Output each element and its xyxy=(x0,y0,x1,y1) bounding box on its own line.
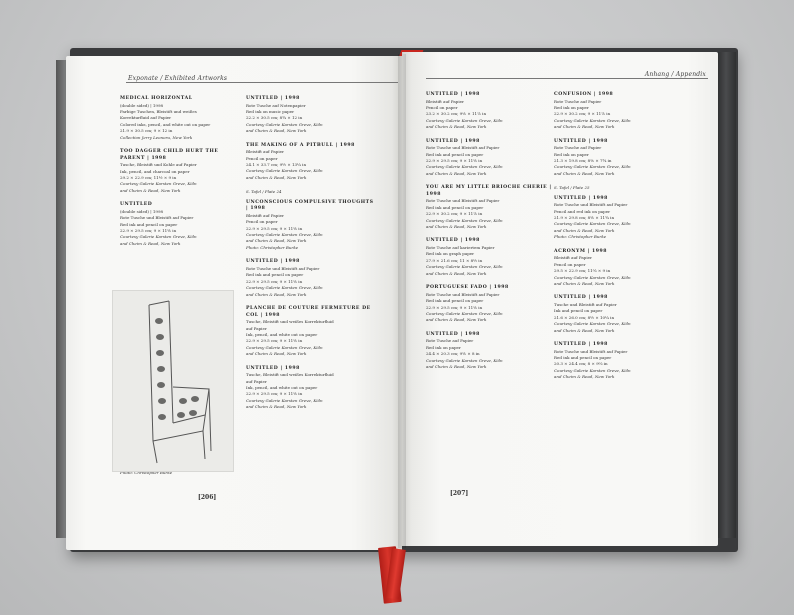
entry-line: Rote Tusche auf Papier xyxy=(554,98,602,104)
entry-line: and Cheim & Read, New York xyxy=(120,187,181,193)
entry-line: Red ink and pencil on paper xyxy=(246,272,304,278)
left-header-rule xyxy=(126,82,398,83)
left-running-header: Exponate / Exhibited Artworks xyxy=(128,75,228,82)
catalog-entry xyxy=(426,238,554,277)
entry-line: Courtesy Galerie Karsten Greve, Köln xyxy=(246,344,323,350)
entry-line: Rote Tusche und Bleistift auf Papier xyxy=(554,348,628,354)
entry-line: Red ink on graph paper xyxy=(426,251,475,257)
entry-line: 22.2 × 30.5 cm; 8¾ × 12 in xyxy=(246,115,303,121)
entry-line: Red ink and pencil on paper xyxy=(554,354,612,360)
chair-drawing-image xyxy=(112,290,234,472)
entry-title: UNTITLED | 1998 xyxy=(554,341,608,347)
entry-title: UNTITLED | 1998 xyxy=(246,259,300,265)
entry-line: 22.9 × 29.5 cm; 9 × 11⅝ in xyxy=(246,338,303,344)
entry-line: and Cheim & Read, New York xyxy=(426,170,487,176)
catalog-entry xyxy=(554,185,684,240)
entry-line: Courtesy Galerie Karsten Greve, Köln xyxy=(554,117,631,123)
entry-line: Courtesy Galerie Karsten Greve, Köln xyxy=(120,234,197,240)
entry-line: Pencil on paper xyxy=(554,261,586,267)
catalog-entry xyxy=(554,139,684,178)
entry-line: Tusche, Bleistift und weißes Korrekturfluid xyxy=(246,372,334,378)
entry-line: Courtesy Galerie Karsten Greve, Köln xyxy=(554,367,631,373)
right-page-number: [207] xyxy=(450,490,469,497)
entry-line: 22.9 × 30.2 cm; 9 × 11⅞ in xyxy=(426,211,483,217)
entry-title: UNTITLED | 1998 xyxy=(426,138,480,144)
entry-line: Red ink on paper xyxy=(554,151,589,157)
entry-line: 22.9 × 29.5 cm; 9 × 11⅝ in xyxy=(246,278,303,284)
entry-line: Rote Tusche auf Notenpapier xyxy=(246,102,306,108)
right-running-header: Anhang / Appendix xyxy=(644,71,706,78)
catalog-entry xyxy=(246,143,376,182)
entry-line: Korrekturfluid auf Papier xyxy=(120,115,172,121)
left-page-number: [206] xyxy=(198,494,217,501)
entry-line: (double sided) | 1998 xyxy=(120,102,164,108)
entry-line: Courtesy Galerie Karsten Greve, Köln xyxy=(554,274,631,280)
right-column-1 xyxy=(426,92,554,378)
entry-line: Ink, pencil, and white out on paper xyxy=(246,384,318,390)
entry-line: 27.9 × 21.6 cm; 11 × 8½ in xyxy=(426,257,483,263)
entry-line: 29.5 × 22.9 cm; 11⅝ × 9 in xyxy=(554,268,611,274)
entry-line: Rote Tusche auf Papier xyxy=(554,145,602,151)
entry-title: TOO DAGGER CHILD HURT THE PARENT | 1998 xyxy=(120,149,219,161)
catalog-entry xyxy=(246,306,376,358)
entry-title: UNTITLED | 1998 xyxy=(426,238,480,244)
entry-line: Courtesy Galerie Karsten Greve, Köln xyxy=(426,217,503,223)
entry-line: Courtesy Galerie Karsten Greve, Köln xyxy=(554,321,631,327)
entry-title: UNTITLED | 1998 xyxy=(426,92,480,97)
entry-line: Red ink and pencil on paper xyxy=(426,204,484,210)
entry-line: and Cheim & Read, New York xyxy=(246,238,307,244)
entry-line: Red ink and pencil on paper xyxy=(426,298,484,304)
entry-line: Rote Tusche auf kariertem Papier xyxy=(426,245,495,251)
entry-title: UNTITLED | 1998 xyxy=(426,331,480,337)
catalog-entry xyxy=(120,202,240,247)
catalog-entry xyxy=(120,149,240,194)
entry-line: 24.4 × 20.3 cm; 9⅝ × 8 in xyxy=(426,351,480,357)
entry-line: 21.6 × 26.0 cm; 8½ × 10¼ in xyxy=(554,314,615,320)
entry-line: and Cheim & Read, New York xyxy=(246,128,307,134)
entry-line: auf Papier xyxy=(246,325,267,331)
entry-line: 23.2 × 30.2 cm; 9⅛ × 11⅞ in xyxy=(426,111,487,117)
entry-line: Red ink on music paper xyxy=(246,109,295,114)
entry-line: Photo: Christopher Burke xyxy=(554,234,607,240)
entry-line: Bleistift auf Papier xyxy=(246,212,284,218)
entry-line: Rote Tusche auf Papier xyxy=(426,338,474,344)
catalog-entry xyxy=(426,332,554,371)
entry-line: Courtesy Galerie Karsten Greve, Köln xyxy=(426,264,503,270)
entry-line: and Cheim & Read, New York xyxy=(554,124,615,130)
entry-line: Farbige Tuschen, Bleistift und weißes xyxy=(120,109,197,114)
catalog-entry xyxy=(554,342,684,381)
entry-line: Photo: Christopher Burke xyxy=(246,244,299,250)
entry-line: Courtesy Galerie Karsten Greve, Köln xyxy=(426,310,503,316)
entry-line: Colored inks, pencil, and white out on paper xyxy=(120,121,211,127)
plate-reference: S. Tafel / Plate 24 xyxy=(246,189,282,195)
entry-line: and Cheim & Read, New York xyxy=(426,270,487,276)
entry-line: 22.9 × 29.5 cm; 9 × 11⅝ in xyxy=(426,158,483,164)
entry-line: Courtesy Galerie Karsten Greve, Köln xyxy=(120,181,197,187)
catalog-entry xyxy=(246,96,376,135)
entry-title: UNTITLED | 1998 xyxy=(554,138,608,144)
entry-line: and Cheim & Read, New York xyxy=(554,374,615,380)
entry-title: PORTUGUESE FADO | 1998 xyxy=(426,285,509,291)
plate-reference: S. Tafel / Plate 25 xyxy=(554,185,590,191)
entry-line: Pencil and red ink on paper xyxy=(554,208,611,214)
entry-line: and Cheim & Read, New York xyxy=(554,170,615,176)
catalog-entry xyxy=(426,185,554,230)
entry-line: and Cheim & Read, New York xyxy=(246,291,307,297)
entry-line: Bleistift auf Papier xyxy=(426,98,464,104)
right-column-2 xyxy=(554,92,684,389)
entry-line: and Cheim & Read, New York xyxy=(554,327,615,333)
catalog-entry xyxy=(246,366,376,411)
entry-line: auf Papier xyxy=(246,378,267,384)
entry-line: 22.9 × 29.5 cm; 9 × 11⅝ in xyxy=(120,228,177,234)
entry-line: Rote Tusche und Bleistift auf Papier xyxy=(246,265,320,271)
catalog-entry xyxy=(120,96,240,141)
entry-line: 21.9 × 29.8 cm; 8⅝ × 11¾ in xyxy=(554,215,615,221)
entry-line: Collection Jerry Leonoru, New York xyxy=(120,134,193,140)
entry-line: Tusche, Bleistift und weißes Korrekturfluid xyxy=(246,319,334,325)
entry-title: MEDICAL HORIZONTAL xyxy=(120,96,193,101)
entry-line: 29.2 × 22.9 cm; 11½ × 9 in xyxy=(120,175,177,181)
entry-title: ACRONYM | 1998 xyxy=(554,248,607,254)
catalog-entry xyxy=(554,295,684,334)
entry-title: UNTITLED | 1998 xyxy=(554,295,608,301)
book-gutter xyxy=(398,54,406,548)
entry-title: YOU ARE MY LITTLE BRIOCHE CHERIE | 1998 xyxy=(426,185,552,197)
entry-line: 22.9 × 30.2 cm; 9 × 11⅞ in xyxy=(554,111,611,117)
entry-line: Red ink and pencil on paper xyxy=(426,151,484,157)
entry-line: 24.1 × 33.7 cm; 9½ × 13¼ in xyxy=(246,162,307,168)
entry-line: and Cheim & Read, New York xyxy=(426,224,487,230)
entry-line: and Cheim & Read, New York xyxy=(120,240,181,246)
left-column-2 xyxy=(246,96,376,419)
entry-line: Pencil on paper xyxy=(426,105,458,110)
entry-line: Ink, pencil, and charcoal on paper xyxy=(120,168,190,174)
entry-title: UNTITLED | 1998 xyxy=(246,96,300,101)
entry-line: Ink and pencil on paper xyxy=(554,308,603,314)
right-page xyxy=(402,52,718,546)
catalog-entry xyxy=(554,249,684,288)
entry-line: Courtesy Galerie Karsten Greve, Köln xyxy=(426,164,503,170)
entry-line: 20.3 × 24.4 cm; 8 × 9⅝ in xyxy=(554,361,608,367)
catalog-entry xyxy=(246,259,376,298)
catalog-entry xyxy=(554,92,684,131)
entry-line: Tusche, Bleistift und Kohle auf Papier xyxy=(120,162,197,168)
entry-title: UNTITLED xyxy=(120,202,153,208)
entry-line: 22.9 × 29.5 cm; 9 × 11⅝ in xyxy=(246,391,303,397)
catalog-entry xyxy=(426,92,554,131)
entry-line: and Cheim & Read, New York xyxy=(246,404,307,410)
entry-line: Courtesy Galerie Karsten Greve, Köln xyxy=(554,164,631,170)
entry-line: Rote Tusche und Bleistift auf Papier xyxy=(554,202,628,208)
entry-line: Pencil on paper xyxy=(246,219,278,225)
entry-line: Ink, pencil, and white out on paper xyxy=(246,331,318,337)
entry-line: Red ink and pencil on paper xyxy=(120,221,178,227)
entry-line: 21.3 × 19.8 cm; 8⅜ × 7¾ in xyxy=(554,158,612,164)
entry-line: Courtesy Galerie Karsten Greve, Köln xyxy=(246,168,323,174)
entry-line: and Cheim & Read, New York xyxy=(554,227,615,233)
cover-edge-right xyxy=(716,52,736,538)
entry-line: and Cheim & Read, New York xyxy=(426,317,487,323)
entry-line: and Cheim & Read, New York xyxy=(246,174,307,180)
entry-title: UNTITLED | 1998 xyxy=(554,195,608,201)
entry-line: 22.9 × 29.5 cm; 9 × 11⅝ in xyxy=(426,304,483,310)
entry-line: Bleistift auf Papier xyxy=(246,149,284,155)
entry-line: and Cheim & Read, New York xyxy=(426,124,487,130)
right-header-rule xyxy=(426,78,708,79)
entry-title: PLANCHE DE COUTURE FERMETURE DE COL | 1998 xyxy=(246,305,371,318)
entry-line: Bleistift auf Papier xyxy=(554,255,592,261)
entry-line: Rote Tusche und Bleistift auf Papier xyxy=(426,198,500,204)
entry-title: CONFUSION | 1998 xyxy=(554,92,614,97)
catalog-entry xyxy=(246,189,376,251)
catalog-entry xyxy=(426,285,554,324)
left-page xyxy=(66,56,402,550)
entry-line: Courtesy Galerie Karsten Greve, Köln xyxy=(246,285,323,291)
entry-line: and Cheim & Read, New York xyxy=(426,363,487,369)
entry-line: Red ink on paper xyxy=(554,105,589,110)
entry-line: Rote Tusche und Bleistift auf Papier xyxy=(426,145,500,151)
entry-line: Courtesy Galerie Karsten Greve, Köln xyxy=(554,221,631,227)
entry-title: THE MAKING OF A PITBULL | 1998 xyxy=(246,142,355,148)
entry-line: Rote Tusche und Bleistift auf Papier xyxy=(120,215,194,221)
entry-line: Courtesy Galerie Karsten Greve, Köln xyxy=(426,117,503,123)
entry-line: (double sided) | 1998 xyxy=(120,208,164,214)
entry-line: Tusche und Bleistift auf Papier xyxy=(554,301,617,307)
entry-line: Pencil on paper xyxy=(246,155,278,161)
entry-line: Courtesy Galerie Karsten Greve, Köln xyxy=(246,397,323,403)
entry-line: Courtesy Galerie Karsten Greve, Köln xyxy=(246,232,323,238)
entry-line: 22.9 × 29.5 cm; 9 × 11⅝ in xyxy=(246,225,303,231)
entry-line: and Cheim & Read, New York xyxy=(554,280,615,286)
entry-title: UNCONSCIOUS COMPULSIVE THOUGHTS | 1998 xyxy=(246,199,374,212)
chair-drawing-svg xyxy=(113,291,233,471)
entry-line: Rote Tusche und Bleistift auf Papier xyxy=(426,291,500,297)
entry-line: and Cheim & Read, New York xyxy=(246,351,307,357)
catalog-entry xyxy=(426,139,554,178)
entry-line: Red ink on paper xyxy=(426,344,461,350)
entry-line: Courtesy Galerie Karsten Greve, Köln xyxy=(246,121,323,127)
entry-title: UNTITLED | 1998 xyxy=(246,365,300,371)
entry-line: Courtesy Galerie Karsten Greve, Köln xyxy=(426,357,503,363)
entry-line: 21.9 × 30.5 cm; 9 × 12 in xyxy=(120,128,173,134)
